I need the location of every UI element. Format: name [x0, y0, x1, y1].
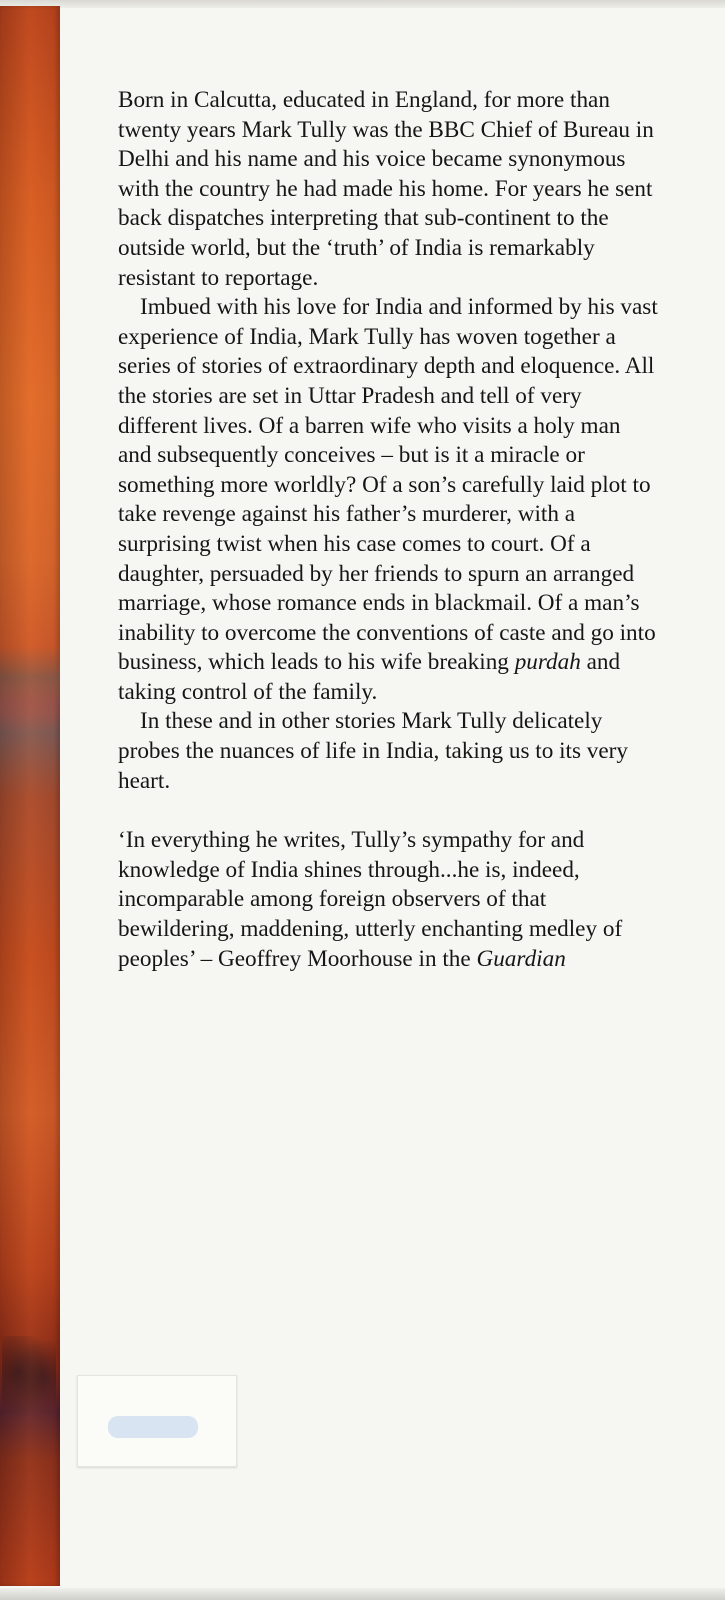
blurb-paragraph-1: Born in Calcutta, educated in England, for more than twenty years Mark Tully was the BBC Chief of Bureau in Delhi and his name and his voice became synonymous with the country he had made his home. For years he sent back dispatches interpreting that sub-continent to the outside world, but the ‘truth’ of India is remarkably resistant to reportage. — [118, 87, 654, 291]
purdah-italic: purdah — [514, 649, 581, 676]
review-source: Guardian — [476, 945, 566, 972]
jacket-bottom-edge — [0, 1588, 725, 1600]
blurb-paragraph-3: In these and in other stories Mark Tully delicately probes the nuances of life in India, taking us to its very heart. — [118, 708, 629, 794]
price-sticker — [77, 1375, 237, 1467]
spine-landscape-haze — [0, 646, 60, 716]
blurb-paragraph-2 — [118, 293, 658, 707]
review-quote-text: ‘In everything he writes, Tully’s sympathy for and knowledge of India shines through...he is, indeed, incomparable among foreign observers of that bewildering, maddening, utterly enchanting medley of peoples’ – Geoffrey Moorhouse in the — [118, 827, 623, 972]
spine-artwork — [0, 6, 60, 1586]
spine-figures-silhouette — [2, 1336, 56, 1426]
sticker-faded-mark — [108, 1416, 198, 1438]
jacket-flap-text — [118, 86, 658, 974]
review-quote — [118, 826, 658, 974]
jacket-top-edge — [0, 0, 725, 8]
blurb-paragraph-2-end: and taking control of the family. — [118, 649, 621, 705]
blurb-paragraph-2-text: Imbued with his love for India and informed by his vast experience of India, Mark Tully has woven together a series of stories of extraordinary depth and eloquence. All the stories are set in Uttar Pradesh and tell of very different lives. Of a barren wife who visits a holy man and subsequently conceives – but is it a miracle or something more worldly? Of a son’s carefully laid plot to take revenge against his father’s murderer, with a surprising twist when his case comes to court. Of a daughter, persuaded by her friends to spurn an arranged marriage, whose romance ends in blackmail. Of a man’s inability to overcome the conventions of caste and go into business, which leads to his wife breaking — [118, 294, 658, 676]
